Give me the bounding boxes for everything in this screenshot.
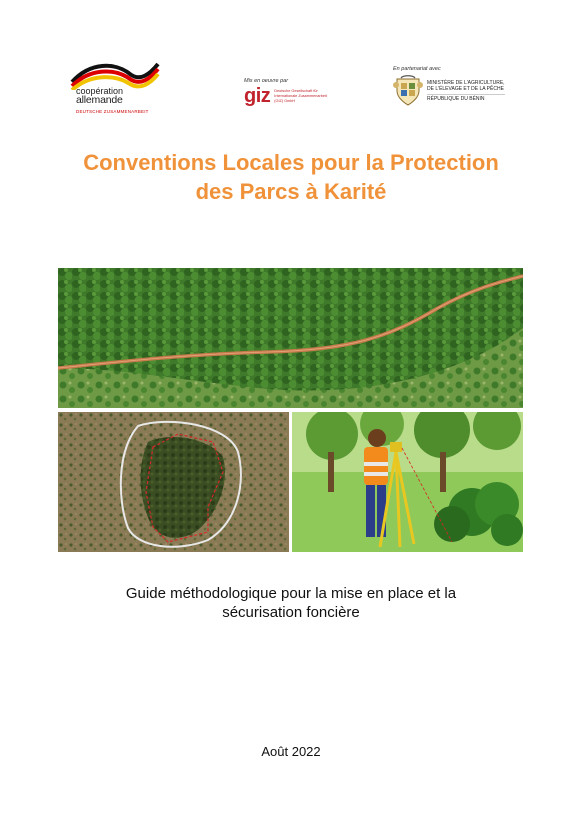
ministry-logo-block [393, 66, 505, 107]
coop-line3: DEUTSCHE ZUSAMMENARBEIT [76, 109, 149, 114]
cooperation-logo-text [76, 87, 149, 116]
giz-logo: giz [244, 85, 271, 107]
giz-logo-block [244, 78, 332, 105]
ministry-prefix: En partenariat avec [393, 66, 441, 72]
ministry-line2: DE L'ÉLEVAGE ET DE LA PÊCHE [427, 86, 504, 93]
surveyor-illustration [292, 412, 523, 552]
title-line1: Conventions Locales pour la Protection [83, 150, 499, 175]
aerial-forest-photo [58, 268, 523, 408]
coop-line1: coopération [76, 86, 124, 96]
coop-line2: allemande [76, 94, 123, 106]
giz-description: Deutsche Gesellschaft für Internationale Zusammenarbeit (GIZ) GmbH [274, 88, 327, 103]
ministry-line3: RÉPUBLIQUE DU BÉNIN [427, 95, 485, 102]
ministry-line1: MINISTÈRE DE L'AGRICULTURE, [427, 79, 505, 86]
publication-date: Août 2022 [261, 744, 321, 759]
title-line2: des Parcs à Karité [195, 179, 387, 204]
subtitle-line1: Guide méthodologique pour la mise en place et la [125, 585, 457, 602]
ministry-text [427, 80, 505, 103]
giz-prefix: Mis en oeuvre par [244, 78, 289, 84]
benin-coat-of-arms-icon [393, 75, 423, 107]
subtitle-line2: sécurisation foncière [222, 604, 360, 621]
document-title [40, 148, 542, 206]
document-subtitle [60, 584, 522, 622]
satellite-map-photo [58, 412, 289, 552]
